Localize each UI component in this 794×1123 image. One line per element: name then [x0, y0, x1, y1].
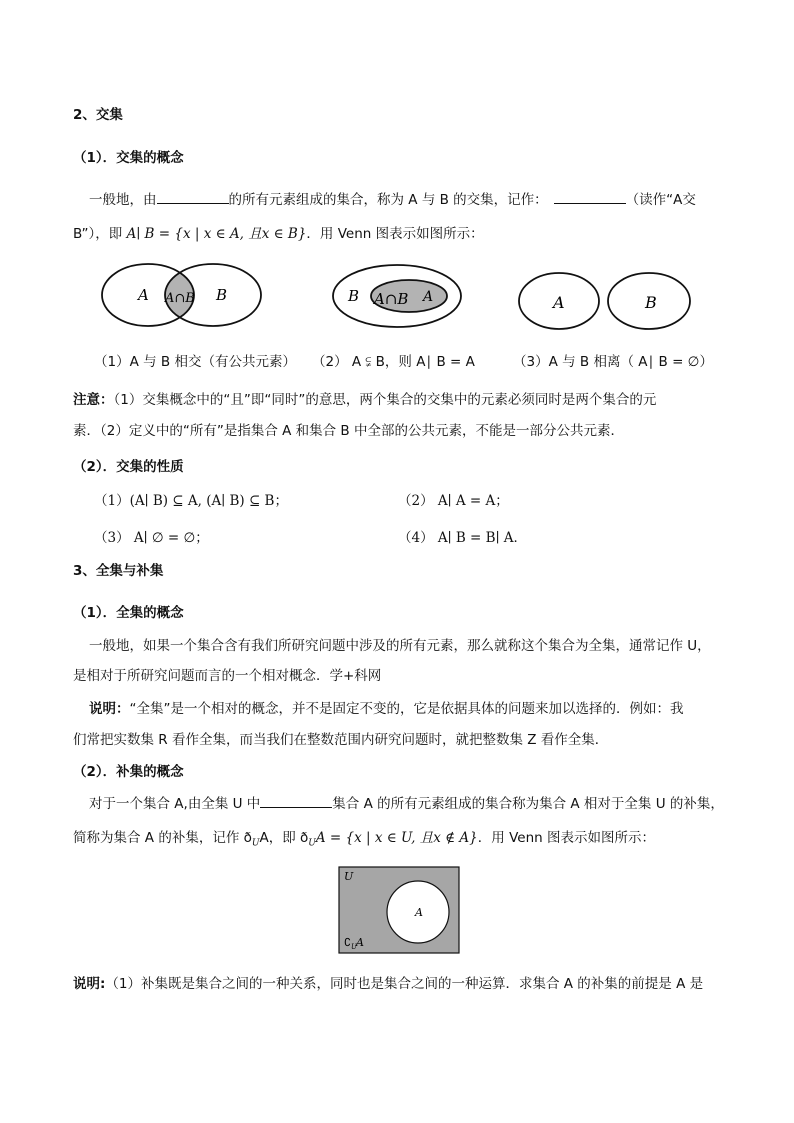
- property-1: （1）(A∣ B) ⊆ A, (A∣ B) ⊆ B；: [94, 493, 288, 509]
- label-a: A: [553, 293, 565, 312]
- text-fragment: 的所有元素组成的集合，称为 A 与 B 的交集，记作：: [228, 192, 548, 208]
- label-a: A: [415, 906, 423, 919]
- text-fragment: 对于一个集合 A,由全集 U 中: [89, 796, 261, 812]
- label-a-cap-b: A∩B: [165, 291, 195, 306]
- venn-diagram-intersecting: [98, 262, 268, 334]
- paragraph-universal-line1: 一般地，如果一个集合含有我们所研究问题中涉及的所有元素，那么就称这个集合为全集，通常记作 U，: [89, 638, 711, 654]
- property-3: （3） A∣ ∅ = ∅；: [94, 530, 209, 546]
- subsection-title-intersection-concept: （1）．交集的概念: [73, 150, 184, 166]
- property-4: （4） A∣ B = B∣ A．: [398, 530, 528, 546]
- paragraph-intersection-def-line2: [73, 222, 484, 242]
- label-u: U: [344, 870, 354, 883]
- text-fragment: 一般地，由: [89, 192, 157, 208]
- complement-symbol: ∁: [344, 936, 351, 949]
- label-a: A: [138, 286, 149, 304]
- subscript-u: U: [251, 838, 260, 849]
- venn-diagram-disjoint: [516, 268, 726, 332]
- complement-formula: A = {x | x ∈ U, 且x ∉ A}: [315, 830, 478, 846]
- property-2: （2） A∣ A = A；: [398, 493, 509, 509]
- section-title-intersection: 2、交集: [73, 107, 123, 123]
- label-b: B: [348, 287, 360, 305]
- explanation-line2: 们常把实数集 R 看作全集，而当我们在整数范围内研究问题时，就把整数集 Z 看作全集．: [73, 732, 609, 748]
- label-complement-a: A: [356, 936, 364, 949]
- section-title-universal-complement: 3、全集与补集: [73, 563, 164, 579]
- text-fragment: （读作“A交: [625, 192, 696, 208]
- venn-diagram-complement: [338, 866, 463, 956]
- label-b: B: [216, 286, 228, 304]
- caption-disjoint: （3）A 与 B 相离（ A∣ B = ∅）: [513, 354, 713, 370]
- paragraph-complement-line1: [89, 792, 724, 812]
- intersection-formula: A∣ B = {x | x ∈ A, 且x ∈ B}: [126, 226, 307, 242]
- label-b: B: [645, 293, 657, 312]
- fill-blank-3: [260, 794, 332, 809]
- explanation-line1: [89, 697, 684, 717]
- text-fragment: ．用 Venn 图表示如图所示：: [306, 226, 484, 242]
- paragraph-universal-line2: 是相对于所研究问题而言的一个相对概念．学+科网: [73, 668, 382, 684]
- label-complement-subscript: U: [351, 943, 357, 951]
- text-fragment: B”），即: [73, 226, 123, 242]
- caption-intersecting: （1）A 与 B 相交（有公共元素）: [94, 354, 296, 370]
- venn-diagram-subset: [329, 262, 469, 334]
- text-fragment: （1）补集既是集合之间的一种关系，同时也是集合之间的一种运算．求集合 A 的补集的前提是 A 是: [105, 976, 704, 992]
- text-fragment: ．用 Venn 图表示如图所示：: [477, 830, 655, 846]
- note-label: 注意：: [73, 392, 114, 408]
- last-explanation-line: [73, 972, 703, 992]
- text-fragment: 集合 A 的所有元素组成的集合称为集合 A 相对于全集 U 的补集，: [332, 796, 724, 812]
- text-fragment: “全集”是一个相对的概念，并不是固定不变的，它是依据具体的问题来加以选择的．例如：我: [129, 701, 684, 717]
- note-line1: [73, 388, 656, 408]
- text-fragment: （1）交集概念中的“且”即“同时”的意思，两个集合的交集中的元素必须同时是两个集合的元: [113, 392, 657, 408]
- fill-blank-2: [554, 190, 626, 205]
- label-a: A: [423, 289, 434, 305]
- paragraph-intersection-def-line1: [89, 188, 696, 208]
- explanation-label: 说明：: [89, 701, 130, 717]
- subsection-title-universal-set: （1）．全集的概念: [73, 605, 184, 621]
- paragraph-complement-line2: [73, 826, 655, 849]
- text-fragment: 简称为集合 A 的补集，记作 ð: [73, 830, 252, 846]
- subsection-title-intersection-properties: （2）．交集的性质: [73, 459, 184, 475]
- explanation-label: 说明:: [73, 976, 106, 992]
- fill-blank-1: [157, 190, 229, 205]
- label-a-cap-b: A∩B: [374, 290, 409, 308]
- note-line2: 素．（2）定义中的“所有”是指集合 A 和集合 B 中全部的公共元素，不能是一部分公共元素．: [73, 423, 624, 439]
- caption-subset: （2） A ⫋ B，则 A∣ B = A: [312, 354, 475, 370]
- subsection-title-complement: （2）．补集的概念: [73, 764, 184, 780]
- text-fragment: A，即 ð: [259, 830, 309, 846]
- subscript-u: U: [308, 838, 316, 849]
